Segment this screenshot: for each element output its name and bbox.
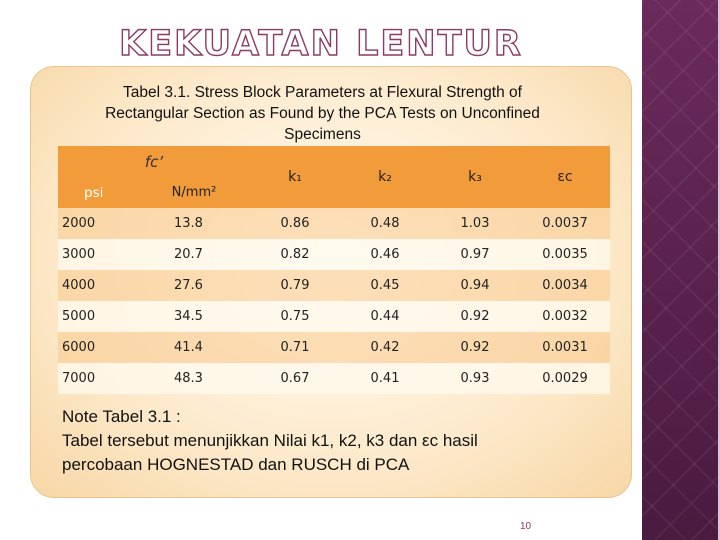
cell-psi: 4000	[58, 270, 138, 301]
header-k2: k₂	[340, 146, 430, 208]
cell-k1: 0.67	[250, 363, 340, 394]
cell-mpa: 20.7	[138, 239, 250, 270]
table-row	[58, 208, 610, 239]
cell-mpa: 41.4	[138, 332, 250, 363]
cell-k3: 0.94	[430, 270, 520, 301]
cell-k3: 1.03	[430, 208, 520, 239]
cell-mpa: 34.5	[138, 301, 250, 332]
note-line-2: Tabel tersebut menunjikkan Nilai k1, k2, k3 dan εc hasil	[62, 431, 478, 450]
table-row	[58, 239, 610, 270]
cell-k2: 0.44	[340, 301, 430, 332]
header-fc: fc’	[58, 146, 250, 177]
cell-epsilon: 0.0035	[520, 239, 610, 270]
caption-line-2: Rectangular Section as Found by the PCA Tests on Unconfined	[105, 105, 540, 122]
cell-psi: 3000	[58, 239, 138, 270]
header-epsilon-c: εc	[520, 146, 610, 208]
cell-k2: 0.46	[340, 239, 430, 270]
table-header-row-1	[58, 146, 610, 177]
cell-psi: 7000	[58, 363, 138, 394]
cell-k2: 0.42	[340, 332, 430, 363]
sidebar-pattern	[642, 0, 720, 540]
cell-mpa: 48.3	[138, 363, 250, 394]
header-unit-psi: psi	[58, 177, 138, 208]
table-row	[58, 301, 610, 332]
caption-line-1: Tabel 3.1. Stress Block Parameters at Flexural Strength of	[123, 84, 522, 101]
cell-k1: 0.75	[250, 301, 340, 332]
cell-k3: 0.92	[430, 301, 520, 332]
parameters-table	[58, 146, 610, 394]
cell-epsilon: 0.0034	[520, 270, 610, 301]
slide-title: KEKUATAN LENTUR	[119, 24, 523, 64]
note-line-3: percobaan HOGNESTAD dan RUSCH di PCA	[62, 455, 410, 474]
header-k1: k₁	[250, 146, 340, 208]
cell-epsilon: 0.0032	[520, 301, 610, 332]
table-row	[58, 270, 610, 301]
note-block	[62, 405, 622, 477]
caption-line-3: Specimens	[284, 126, 361, 143]
cell-mpa: 13.8	[138, 208, 250, 239]
cell-epsilon: 0.0029	[520, 363, 610, 394]
cell-k1: 0.71	[250, 332, 340, 363]
table-row	[58, 363, 610, 394]
cell-k2: 0.48	[340, 208, 430, 239]
cell-k1: 0.82	[250, 239, 340, 270]
cell-k1: 0.86	[250, 208, 340, 239]
cell-mpa: 27.6	[138, 270, 250, 301]
cell-k2: 0.41	[340, 363, 430, 394]
cell-k3: 0.97	[430, 239, 520, 270]
cell-k2: 0.45	[340, 270, 430, 301]
cell-psi: 6000	[58, 332, 138, 363]
table-caption	[60, 82, 585, 145]
cell-k3: 0.92	[430, 332, 520, 363]
cell-psi: 2000	[58, 208, 138, 239]
header-k3: k₃	[430, 146, 520, 208]
header-unit-mpa: N/mm²	[138, 177, 250, 208]
cell-epsilon: 0.0037	[520, 208, 610, 239]
cell-k3: 0.93	[430, 363, 520, 394]
page-number: 10	[520, 521, 532, 532]
cell-epsilon: 0.0031	[520, 332, 610, 363]
decorative-sidebar	[642, 0, 720, 540]
cell-k1: 0.79	[250, 270, 340, 301]
cell-psi: 5000	[58, 301, 138, 332]
note-heading: Note Tabel 3.1 :	[62, 407, 181, 426]
table-row	[58, 332, 610, 363]
